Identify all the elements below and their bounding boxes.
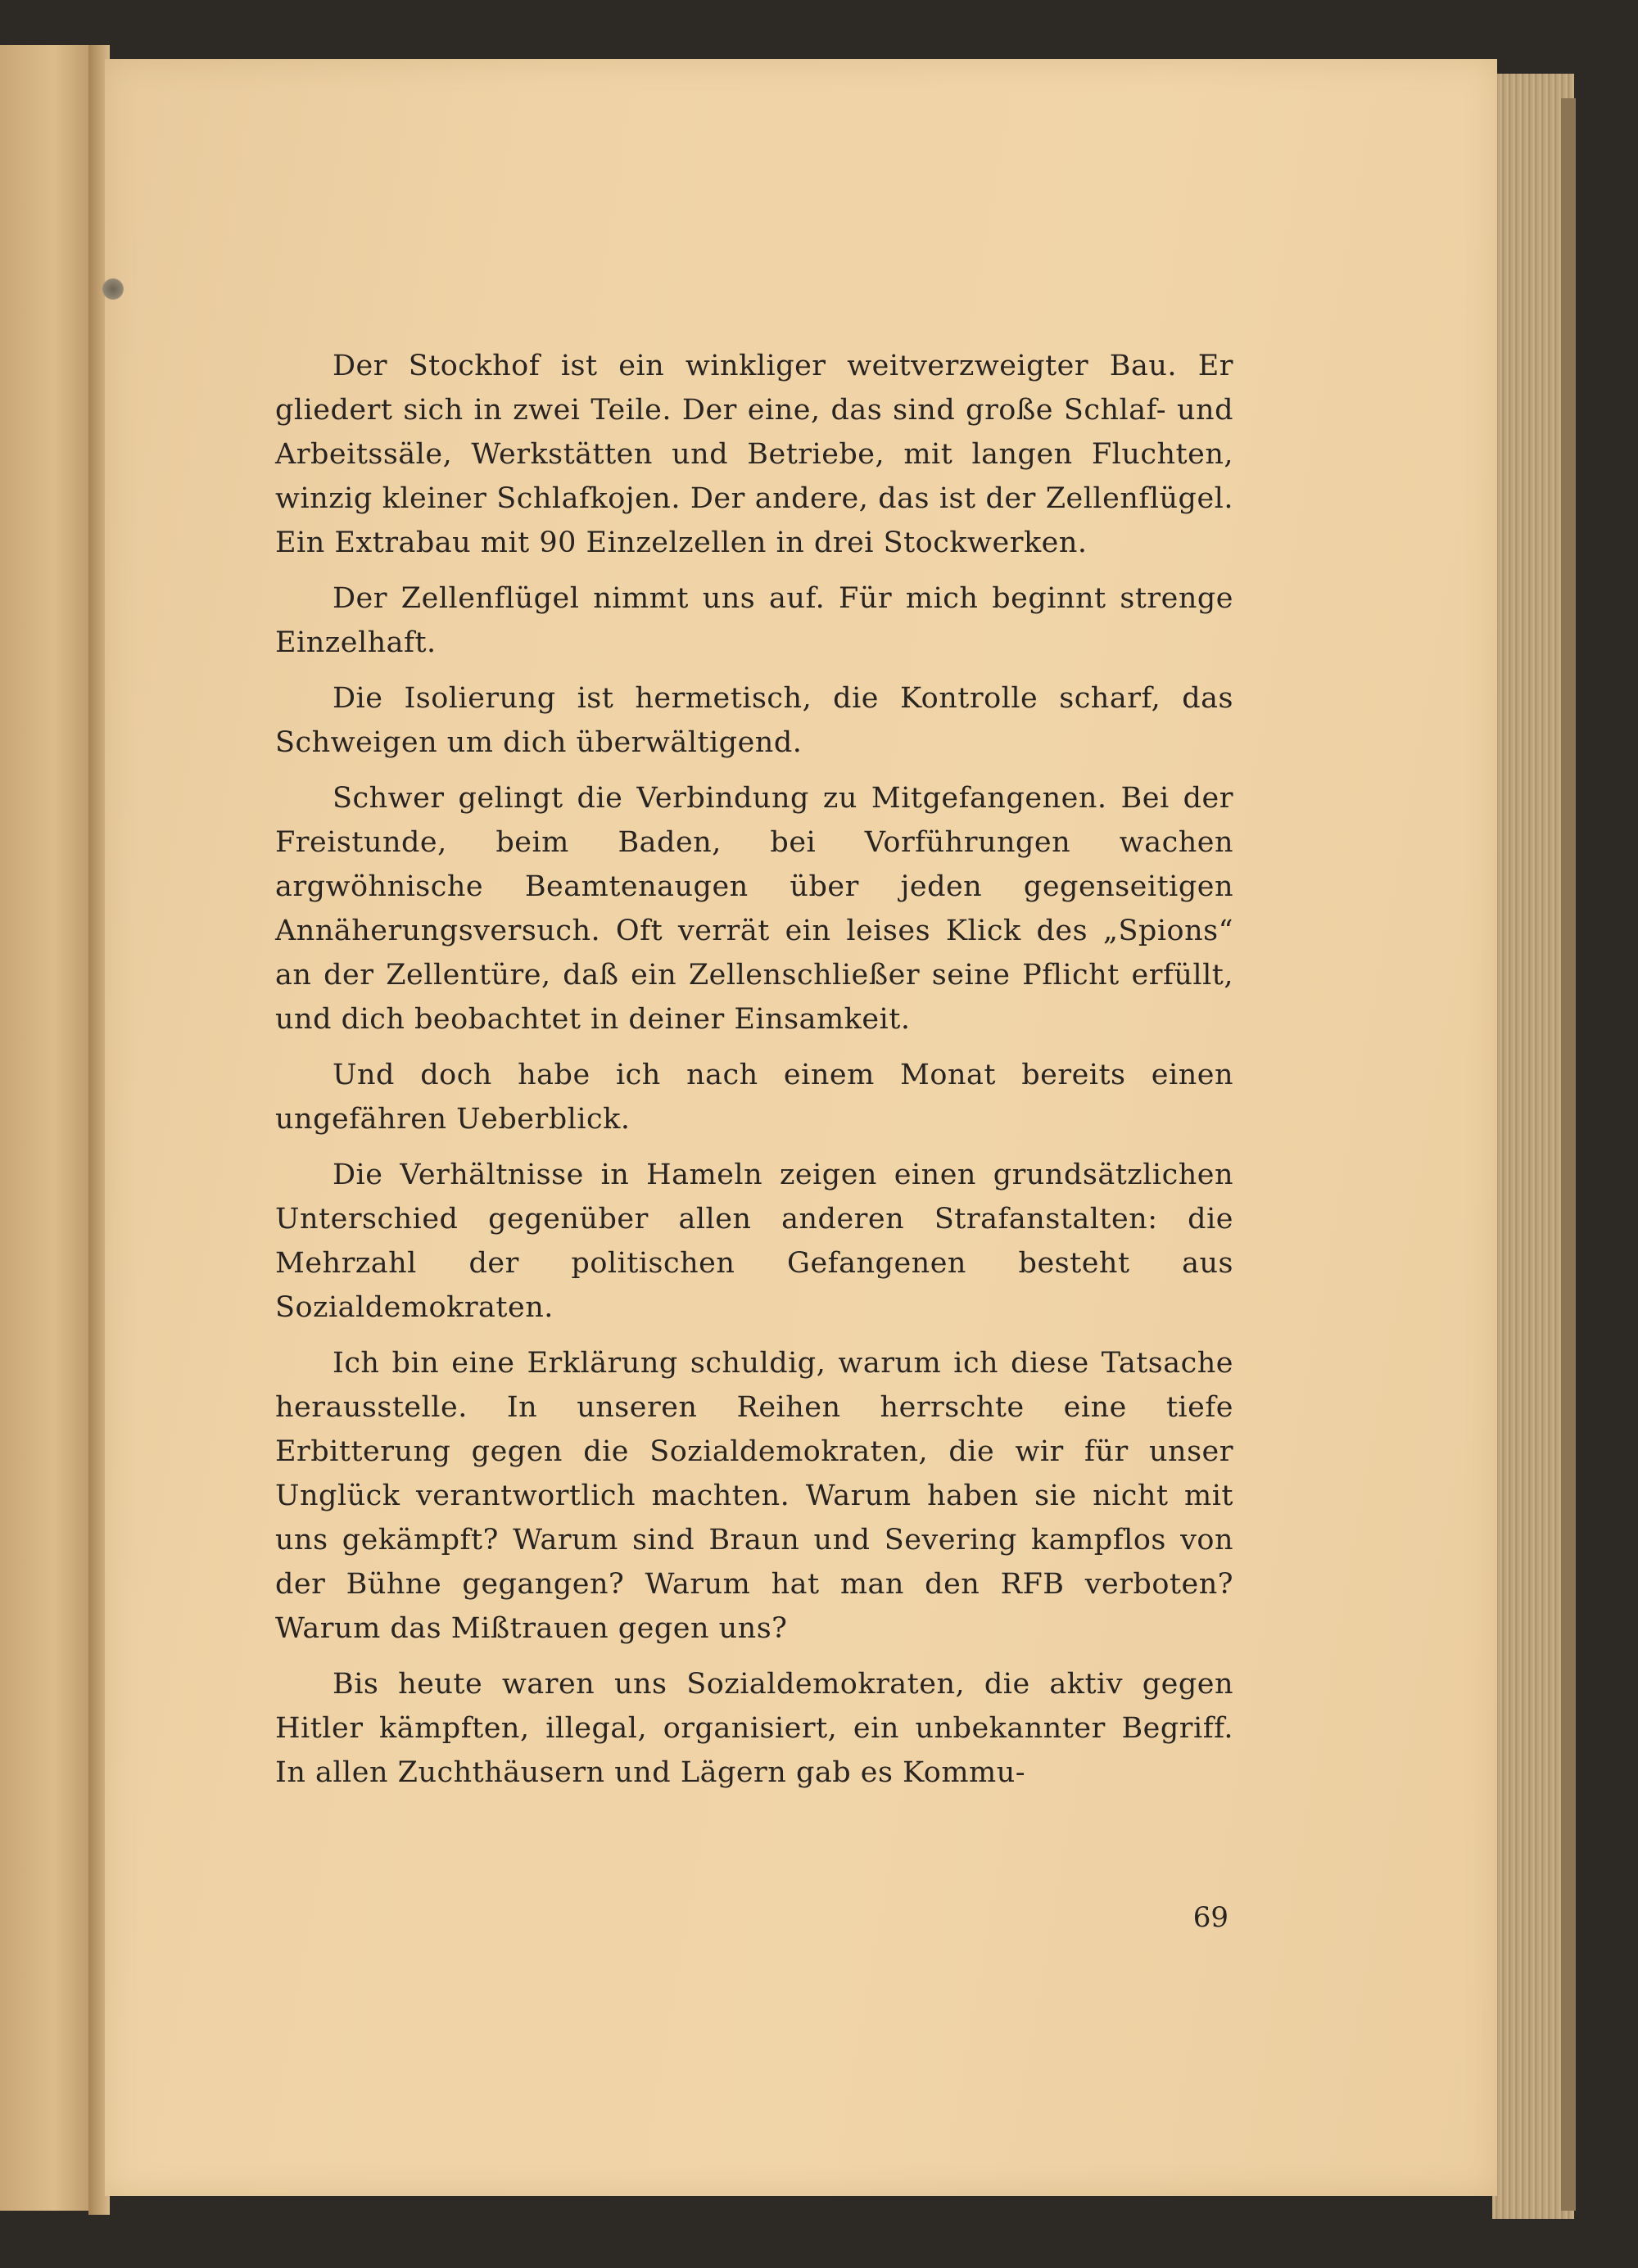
left-page-edge [0, 45, 98, 2211]
paragraph: Die Isolierung ist hermetisch, die Kontrolle scharf, das Schweigen um dich überwältigend. [275, 682, 1233, 759]
paragraph: Und doch habe ich nach einem Monat bereits einen ungefähren Ueberblick. [275, 1059, 1233, 1136]
paragraph: Ich bin eine Erklärung schuldig, warum ich diese Tatsache herausstelle. In unseren Reihen herrschte eine tiefe Erbitterung gegen die Sozialdemokraten, die wir für unser Unglück verantwortlich machten. Warum haben sie nicht mit uns gekämpft? Warum sind Braun und Severing kampflos von der Bühne gegangen? Warum hat man den RFB verboten? Warum das Mißtrauen gegen uns? [275, 1347, 1233, 1645]
paragraph: Der Zellenflügel nimmt uns auf. Für mich beginnt strenge Einzelhaft. [275, 582, 1233, 659]
paragraph: Schwer gelingt die Verbindung zu Mitgefangenen. Bei der Freistunde, beim Baden, bei Vorführungen wachen argwöhnische Beamtenaugen über jeden gegenseitigen Annäherungsversuch. Oft verrät ein leises Klick des „Spions“ an der Zellentüre, daß ein Zellenschließer seine Pflicht erfüllt, und dich beobachtet in deiner Einsamkeit. [275, 782, 1233, 1036]
page-block-shadow [1561, 98, 1576, 2211]
paper-speck [102, 278, 124, 300]
paragraph: Bis heute waren uns Sozialdemokraten, die aktiv gegen Hitler kämpften, illegal, organisiert, ein unbekannter Begriff. In allen Zuchthäusern und Lägern gab es Kommu- [275, 1668, 1233, 1789]
paragraph: Die Verhältnisse in Hameln zeigen einen grundsätzlichen Unterschied gegenüber allen anderen Strafanstalten: die Mehrzahl der politischen Gefangenen besteht aus Sozialdemokraten. [275, 1159, 1233, 1324]
page-number: 69 [1192, 1901, 1228, 1934]
paragraph: Der Stockhof ist ein winkliger weitverzweigter Bau. Er gliedert sich in zwei Teile. Der eine, das sind große Schlaf- und Arbeitssäle, Werkstätten und Betriebe, mit langen Fluchten, winzig kleiner Schlafkojen. Der andere, das ist der Zellenflügel. Ein Extrabau mit 90 Einzelzellen in drei Stockwerken. [275, 350, 1233, 559]
body-text [275, 344, 1233, 1806]
